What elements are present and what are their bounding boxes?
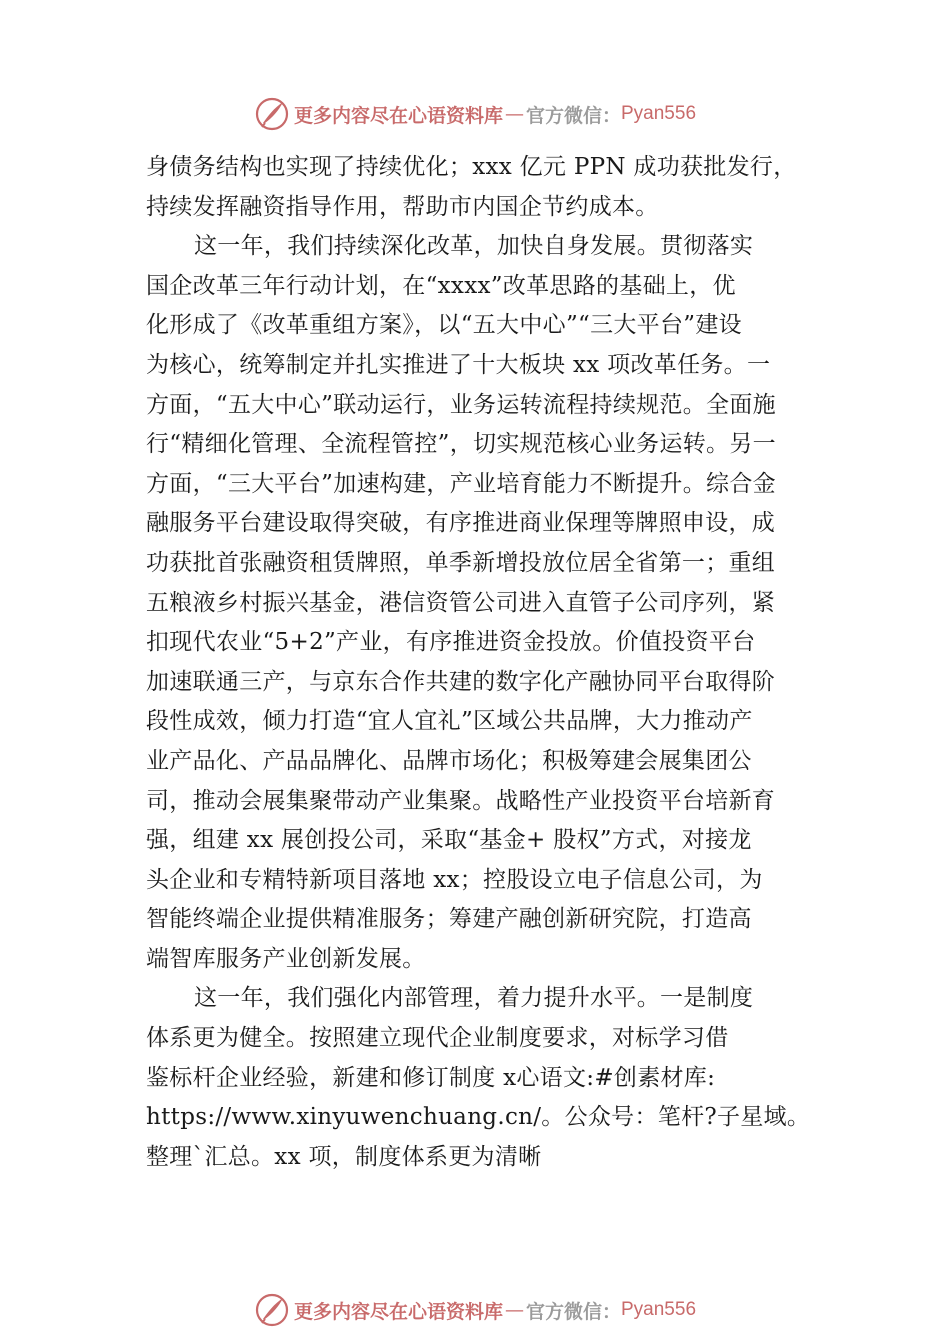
banner-site-name: 更多内容尽在心语资料库 <box>293 1300 503 1323</box>
text-line: 鉴标杆企业经验，新建和修订制度 x心语文:#创素材库: <box>146 1064 716 1091</box>
banner-dash: — <box>504 103 524 125</box>
text-line: 方面，“五大中心”联动运行，业务运转流程持续规范。全面施 <box>146 391 776 418</box>
text-line: 方面，“三大平台”加速构建，产业培育能力不断提升。综合金 <box>146 470 776 497</box>
quill-logo-icon <box>254 96 290 132</box>
banner-wechat-id: Pyan556 <box>621 103 697 124</box>
text-line: 行“精细化管理、全流程管控”，切实规范核心业务运转。另一 <box>146 431 776 458</box>
footer-watermark-banner <box>0 1288 950 1332</box>
paragraph-start-line: 这一年，我们持续深化改革，加快自身发展。贯彻落实 <box>194 233 754 260</box>
banner-wechat-label: 官方微信： <box>525 1300 621 1323</box>
text-line: 国企改革三年行动计划，在“xxxx”改革思路的基础上，优 <box>146 272 736 299</box>
text-line: 端智库服务产业创新发展。 <box>146 945 426 972</box>
text-line: 头企业和专精特新项目落地 xx；控股设立电子信息公司，为 <box>146 866 763 893</box>
text-line: 持续发挥融资指导作用，帮助市内国企节约成本。 <box>146 193 659 220</box>
text-line: 功获批首张融资租赁牌照，单季新增投放位居全省第一；重组 <box>146 549 776 576</box>
text-line: 扣现代农业“5+2”产业，有序推进资金投放。价值投资平台 <box>146 629 756 656</box>
text-line: 加速联通三产，与京东合作共建的数字化产融协同平台取得阶 <box>146 668 776 695</box>
text-line: 融服务平台建设取得突破，有序推进商业保理等牌照申设，成 <box>146 510 776 537</box>
text-line: 化形成了《改革重组方案》，以“五大中心”“三大平台”建设 <box>146 312 742 339</box>
text-line: 智能终端企业提供精准服务；筹建产融创新研究院，打造高 <box>146 906 752 933</box>
text-line: 整理`汇总。xx 项，制度体系更为清晰 <box>146 1143 542 1170</box>
text-line: 身债务结构也实现了持续优化；xxx 亿元 PPN 成功获批发行， <box>146 154 797 180</box>
text-line: 五粮液乡村振兴基金，港信资管公司进入直管子公司序列，紧 <box>146 589 776 616</box>
text-line: 为核心，统筹制定并扎实推进了十大板块 xx 项改革任务。一 <box>146 351 771 378</box>
document-body <box>146 148 818 1177</box>
header-watermark-banner <box>0 92 950 136</box>
banner-dash: — <box>504 1299 524 1321</box>
banner-wechat-id: Pyan556 <box>621 1299 697 1320</box>
text-line: 段性成效，倾力打造“宜人宜礼”区域公共品牌，大力推动产 <box>146 708 753 735</box>
banner-wechat-label: 官方微信： <box>525 104 621 127</box>
text-line: 体系更为健全。按照建立现代企业制度要求，对标学习借 <box>146 1025 729 1052</box>
text-line: https://www.xinyuwenchuang.cn/。公众号：笔杆?子星域。 <box>146 1104 811 1131</box>
text-line: 强，组建 xx 展创投公司，采取“基金+ 股权”方式，对接龙 <box>146 827 752 854</box>
quill-logo-icon <box>254 1292 290 1328</box>
banner-site-name: 更多内容尽在心语资料库 <box>293 104 503 127</box>
text-line: 司，推动会展集聚带动产业集聚。战略性产业投资平台培新育 <box>146 787 776 814</box>
paragraph-start-line: 这一年，我们强化内部管理，着力提升水平。一是制度 <box>194 985 754 1012</box>
text-line: 业产品化、产品品牌化、品牌市场化；积极筹建会展集团公 <box>146 747 752 774</box>
